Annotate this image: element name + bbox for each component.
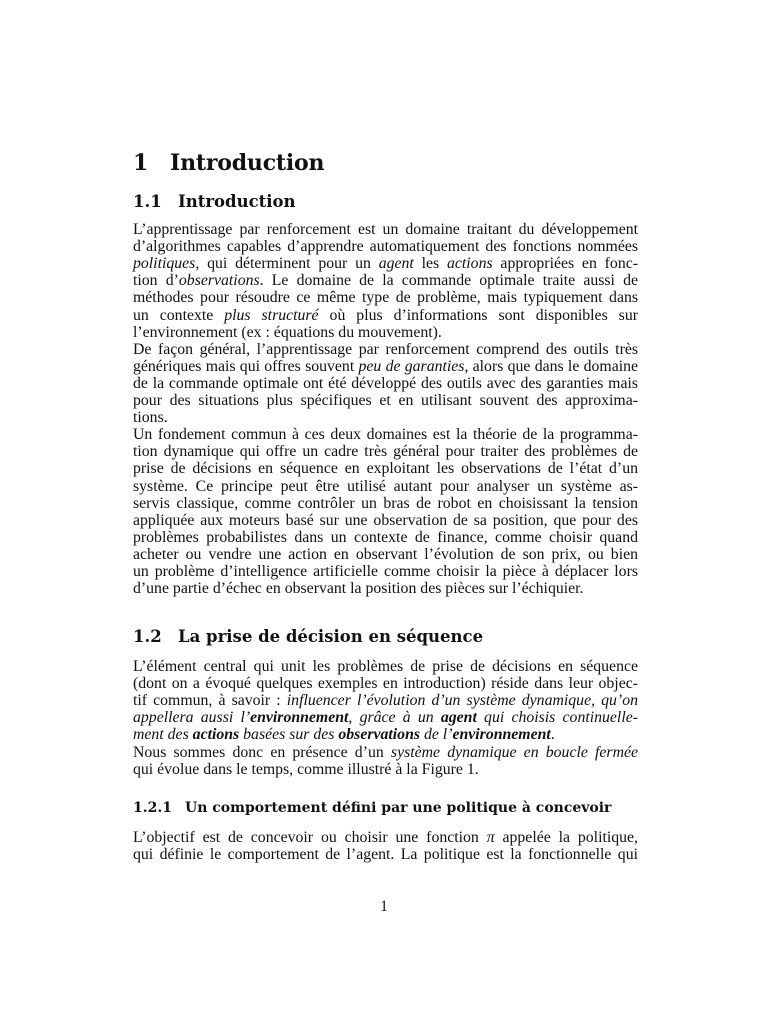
text-line bbox=[133, 846, 638, 863]
text-line bbox=[133, 829, 638, 846]
text-line bbox=[133, 324, 638, 341]
subsection-heading-1-1 bbox=[133, 192, 296, 211]
page-number: 1 bbox=[380, 898, 388, 915]
text-run: un problème d’intelligence artificielle comme choisir la pièce à déplacer lors bbox=[133, 563, 638, 580]
text-line bbox=[133, 675, 638, 692]
text-line bbox=[133, 358, 638, 375]
emphasis-run: ment des bbox=[133, 726, 193, 744]
text-line bbox=[133, 495, 638, 512]
text-line bbox=[133, 307, 638, 324]
text-line bbox=[133, 426, 638, 443]
text-run: appelée la politique, bbox=[494, 829, 638, 846]
emphasis-run: politiques bbox=[133, 255, 196, 273]
emphasis-run: basées sur des bbox=[239, 726, 339, 744]
emphasis-run: agent bbox=[440, 709, 477, 727]
text-run: qui évolue dans le temps, comme illustré à la Figure 1. bbox=[133, 760, 479, 778]
section-number: 1 bbox=[133, 150, 149, 176]
emphasis-run: π bbox=[486, 829, 495, 846]
text-run: système. Ce principe peut être utilisé autant pour analyser un système as- bbox=[133, 477, 638, 495]
text-run: (dont on a évoqué quelques exemples en introduction) réside dans leur objec- bbox=[133, 675, 638, 693]
text-line bbox=[133, 709, 638, 726]
text-run: d’algorithmes capables d’apprendre automatiquement des fonctions nommées bbox=[133, 238, 638, 256]
subsection-title: Introduction bbox=[178, 192, 296, 211]
text-run: Nous sommes donc en présence d’un bbox=[133, 743, 391, 761]
text-run: méthodes pour résoudre ce même type de problème, mais typiquement dans bbox=[133, 289, 638, 307]
text-run: tions. bbox=[133, 409, 168, 427]
text-line bbox=[133, 341, 638, 358]
text-line bbox=[133, 546, 638, 563]
text-line bbox=[133, 761, 638, 778]
text-run: où plus d’informations sont disponibles sur bbox=[318, 306, 638, 324]
text-run: un contexte bbox=[133, 306, 225, 324]
subsubsection-title: Un comportement défini par une politique à concevoir bbox=[185, 800, 612, 816]
text-run: prise de décisions en séquence en exploitant les observations de l’état d’un bbox=[133, 460, 638, 478]
emphasis-run: de l’ bbox=[420, 726, 453, 744]
text-line bbox=[133, 529, 638, 546]
text-line bbox=[133, 255, 638, 272]
text-run: tion d’ bbox=[133, 272, 179, 290]
text-run: génériques mais qui offres souvent bbox=[133, 357, 359, 375]
text-run: . bbox=[550, 726, 555, 744]
text-run: L’élément central qui unit les problèmes de prise de décisions en séquence bbox=[133, 658, 638, 675]
emphasis-run: actions bbox=[446, 255, 493, 273]
emphasis-run: influencer l’évolution d’un système dynamique, qu’on bbox=[286, 692, 638, 710]
text-line bbox=[133, 563, 638, 580]
emphasis-run: agent bbox=[378, 255, 414, 273]
text-line bbox=[133, 221, 638, 238]
emphasis-run: observations bbox=[338, 726, 420, 744]
subsubsection-heading-1-2-1 bbox=[133, 800, 611, 816]
emphasis-run: appellera aussi l’ bbox=[133, 709, 251, 727]
text-run: appliquée aux moteurs basé sur une observation de sa position, que pour des bbox=[133, 511, 638, 529]
emphasis-run: observations bbox=[178, 272, 260, 290]
text-run: . Le domaine de la commande optimale traite aussi de bbox=[259, 272, 638, 290]
subsection-number: 1.1 bbox=[133, 192, 162, 211]
text-run: L’objectif est de concevoir ou choisir une fonction bbox=[133, 829, 487, 846]
text-run: tion dynamique qui offre un cadre très général pour traiter des problèmes de bbox=[133, 443, 638, 461]
emphasis-run: actions bbox=[192, 726, 240, 744]
text-run: pour des situations plus spécifiques et en utilisant souvent des approxima- bbox=[133, 392, 638, 409]
text-line bbox=[133, 375, 638, 392]
emphasis-run: , grâce à un bbox=[348, 709, 441, 727]
text-line bbox=[133, 512, 638, 529]
emphasis-run: qui choisis continuelle- bbox=[476, 709, 638, 727]
text-run: L’apprentissage par renforcement est un domaine traitant du développement bbox=[133, 221, 638, 238]
text-line bbox=[133, 478, 638, 495]
text-run: Un fondement commun à ces deux domaines est la théorie de la programma- bbox=[133, 426, 638, 444]
text-line bbox=[133, 289, 638, 306]
text-run: , qui déterminent pour un bbox=[195, 255, 379, 273]
emphasis-run: environnement bbox=[452, 726, 551, 744]
text-line bbox=[133, 238, 638, 255]
emphasis-run: plus structuré bbox=[224, 306, 319, 324]
text-run: appropriées en fonc- bbox=[492, 255, 638, 273]
text-run: servis classique, comme contrôler un bras de robot en choisissant la tension bbox=[133, 494, 638, 512]
text-line bbox=[133, 392, 638, 409]
text-run: les bbox=[413, 255, 447, 273]
text-line bbox=[133, 272, 638, 289]
text-line bbox=[133, 580, 638, 597]
text-line bbox=[133, 409, 638, 426]
text-run: acheter ou vendre une action en observant l’évolution de son prix, ou bien bbox=[133, 545, 638, 563]
text-line bbox=[133, 460, 638, 477]
text-run: l’environnement (ex : équations du mouvement). bbox=[133, 323, 442, 341]
subsection-heading-1-2 bbox=[133, 627, 483, 646]
emphasis-run: système dynamique en boucle fermée bbox=[390, 743, 638, 761]
text-run: problèmes probabilistes dans un contexte de finance, comme choisir quand bbox=[133, 528, 638, 546]
subsection-title: La prise de décision en séquence bbox=[178, 627, 484, 646]
subsection-number: 1.2 bbox=[133, 627, 162, 646]
text-run: De façon général, l’apprentissage par renforcement comprend des outils très bbox=[133, 340, 638, 358]
text-line bbox=[133, 744, 638, 761]
text-line bbox=[133, 443, 638, 460]
text-run: tif commun, à savoir : bbox=[133, 692, 287, 710]
text-line bbox=[133, 726, 638, 743]
subsubsection-number: 1.2.1 bbox=[133, 800, 172, 816]
text-run: , alors que dans le domaine bbox=[464, 357, 638, 375]
text-run: de la commande optimale ont été développé des outils avec des garanties mais bbox=[133, 374, 638, 392]
emphasis-run: environnement bbox=[250, 709, 349, 727]
text-line bbox=[133, 658, 638, 675]
text-line bbox=[133, 692, 638, 709]
text-run: d’une partie d’échec en observant la position des pièces sur l’échiquier. bbox=[133, 580, 584, 598]
emphasis-run: peu de garanties bbox=[358, 357, 465, 375]
section-title: Introduction bbox=[170, 150, 325, 176]
section-heading bbox=[133, 150, 324, 176]
text-run: qui définie le comportement de l’agent. La politique est la fonctionnelle qui bbox=[133, 846, 638, 864]
